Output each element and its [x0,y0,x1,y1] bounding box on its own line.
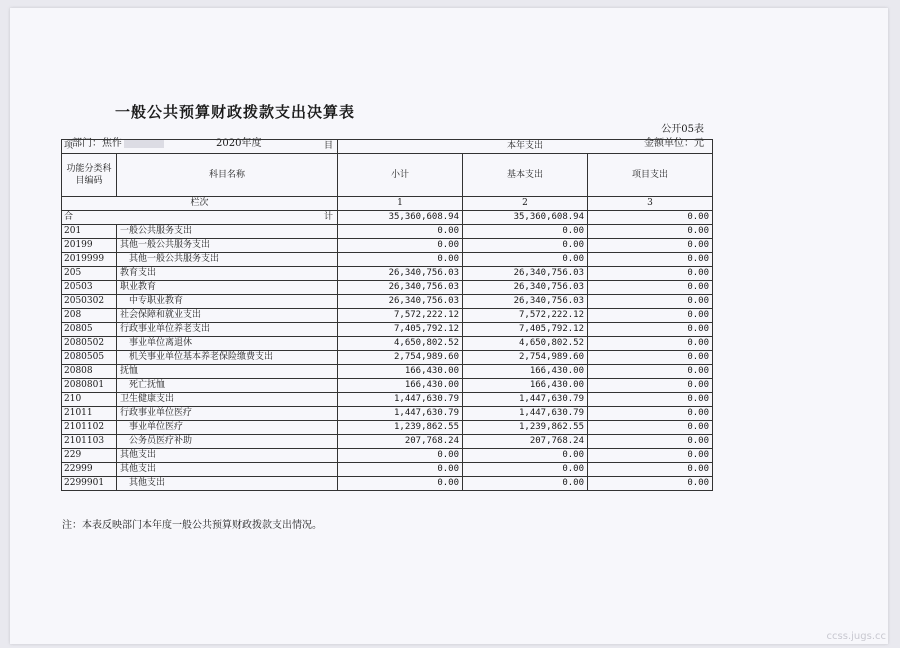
row-code: 20805 [62,323,117,337]
table-row [62,365,713,379]
table-row [62,309,713,323]
table-row [62,421,713,435]
row-basic: 166,430.00 [463,379,588,393]
row-name: 事业单位离退休 [117,337,338,351]
row-project: 0.00 [588,351,713,365]
row-basic: 1,239,862.55 [463,421,588,435]
expenditure-table [61,139,713,491]
row-name: 其他支出 [117,449,338,463]
row-name: 抚恤 [117,365,338,379]
row-project: 0.00 [588,323,713,337]
row-name: 卫生健康支出 [117,393,338,407]
row-code: 205 [62,267,117,281]
row-name: 其他一般公共服务支出 [117,239,338,253]
row-basic: 0.00 [463,253,588,267]
row-basic: 0.00 [463,239,588,253]
amount-unit: 金额单位：元 [644,138,704,149]
row-subtotal: 4,650,802.52 [338,337,463,351]
table-row [62,477,713,491]
total-basic: 35,360,608.94 [463,211,588,225]
row-code: 210 [62,393,117,407]
table-row [62,435,713,449]
row-basic: 26,340,756.03 [463,267,588,281]
row-project: 0.00 [588,239,713,253]
row-code: 201 [62,225,117,239]
row-basic: 7,405,792.12 [463,323,588,337]
row-code: 2080502 [62,337,117,351]
row-code: 2101103 [62,435,117,449]
row-subtotal: 0.00 [338,225,463,239]
row-project: 0.00 [588,421,713,435]
table-row [62,281,713,295]
row-code: 2080505 [62,351,117,365]
row-subtotal: 0.00 [338,463,463,477]
basic-header: 基本支出 [463,154,588,197]
row-subtotal: 166,430.00 [338,379,463,393]
row-name: 社会保障和就业支出 [117,309,338,323]
row-code: 2050302 [62,295,117,309]
row-code: 20199 [62,239,117,253]
total-subtotal: 35,360,608.94 [338,211,463,225]
table-row [62,253,713,267]
table-row [62,337,713,351]
table-row [62,463,713,477]
row-code: 229 [62,449,117,463]
row-project: 0.00 [588,477,713,491]
row-project: 0.00 [588,463,713,477]
row-basic: 166,430.00 [463,365,588,379]
item-header: 项 目 [62,140,338,154]
row-basic: 26,340,756.03 [463,281,588,295]
row-name: 教育支出 [117,267,338,281]
subtotal-header: 小计 [338,154,463,197]
row-code: 2299901 [62,477,117,491]
row-project: 0.00 [588,281,713,295]
row-subtotal: 7,405,792.12 [338,323,463,337]
row-basic: 2,754,989.60 [463,351,588,365]
row-name: 公务员医疗补助 [117,435,338,449]
row-project: 0.00 [588,337,713,351]
row-code: 20503 [62,281,117,295]
project-header: 项目支出 [588,154,713,197]
row-subtotal: 0.00 [338,239,463,253]
row-code: 2019999 [62,253,117,267]
department-label: 部门：焦作 [72,134,164,149]
header-row-1 [62,140,713,154]
table-note: 注：本表反映部门本年度一般公共预算财政拨款支出情况。 [62,520,322,531]
row-basic: 1,447,630.79 [463,393,588,407]
row-project: 0.00 [588,295,713,309]
row-basic: 207,768.24 [463,435,588,449]
row-basic: 1,447,630.79 [463,407,588,421]
row-name: 死亡抚恤 [117,379,338,393]
row-name: 机关事业单位基本养老保险缴费支出 [117,351,338,365]
seq-2: 2 [463,197,588,211]
row-code: 2080801 [62,379,117,393]
row-basic: 4,650,802.52 [463,337,588,351]
name-header: 科目名称 [117,154,338,197]
row-code: 21011 [62,407,117,421]
row-subtotal: 1,447,630.79 [338,393,463,407]
seq-1: 1 [338,197,463,211]
row-subtotal: 26,340,756.03 [338,267,463,281]
row-name: 其他一般公共服务支出 [117,253,338,267]
seq-label: 栏次 [62,197,338,211]
row-project: 0.00 [588,393,713,407]
row-subtotal: 166,430.00 [338,365,463,379]
row-name: 一般公共服务支出 [117,225,338,239]
row-subtotal: 26,340,756.03 [338,295,463,309]
row-basic: 0.00 [463,477,588,491]
form-number: 公开05表 [661,124,704,135]
row-name: 其他支出 [117,477,338,491]
row-project: 0.00 [588,253,713,267]
row-project: 0.00 [588,365,713,379]
row-name: 行政事业单位医疗 [117,407,338,421]
row-code: 22999 [62,463,117,477]
row-subtotal: 2,754,989.60 [338,351,463,365]
table-row [62,225,713,239]
row-basic: 26,340,756.03 [463,295,588,309]
row-project: 0.00 [588,449,713,463]
row-project: 0.00 [588,379,713,393]
row-subtotal: 207,768.24 [338,435,463,449]
total-project: 0.00 [588,211,713,225]
table-row [62,407,713,421]
table-row [62,351,713,365]
document-title: 一般公共预算财政拨款支出决算表 [115,103,356,121]
row-code: 208 [62,309,117,323]
row-subtotal: 26,340,756.03 [338,281,463,295]
watermark: ccss.jugs.cc [826,631,886,642]
row-basic: 0.00 [463,225,588,239]
row-code: 20808 [62,365,117,379]
code-header: 功能分类科目编码 [62,154,117,197]
row-project: 0.00 [588,309,713,323]
row-subtotal: 0.00 [338,449,463,463]
row-project: 0.00 [588,225,713,239]
row-code: 2101102 [62,421,117,435]
table-row [62,239,713,253]
seq-3: 3 [588,197,713,211]
row-name: 其他支出 [117,463,338,477]
row-name: 中专职业教育 [117,295,338,309]
row-project: 0.00 [588,435,713,449]
row-subtotal: 0.00 [338,477,463,491]
row-basic: 0.00 [463,463,588,477]
row-name: 事业单位医疗 [117,421,338,435]
row-subtotal: 1,239,862.55 [338,421,463,435]
total-label: 合 计 [62,211,338,225]
row-project: 0.00 [588,407,713,421]
seq-row [62,197,713,211]
this-year-header: 本年支出 [338,140,713,154]
table-row [62,267,713,281]
table-row [62,323,713,337]
row-name: 行政事业单位养老支出 [117,323,338,337]
fiscal-year: 2020年度 [216,138,262,149]
table-row [62,449,713,463]
table-row [62,295,713,309]
header-row-2 [62,154,713,197]
table-row [62,393,713,407]
row-subtotal: 7,572,222.12 [338,309,463,323]
row-project: 0.00 [588,267,713,281]
total-row [62,211,713,225]
row-name: 职业教育 [117,281,338,295]
row-basic: 0.00 [463,449,588,463]
table-row [62,379,713,393]
row-subtotal: 1,447,630.79 [338,407,463,421]
row-subtotal: 0.00 [338,253,463,267]
row-basic: 7,572,222.12 [463,309,588,323]
